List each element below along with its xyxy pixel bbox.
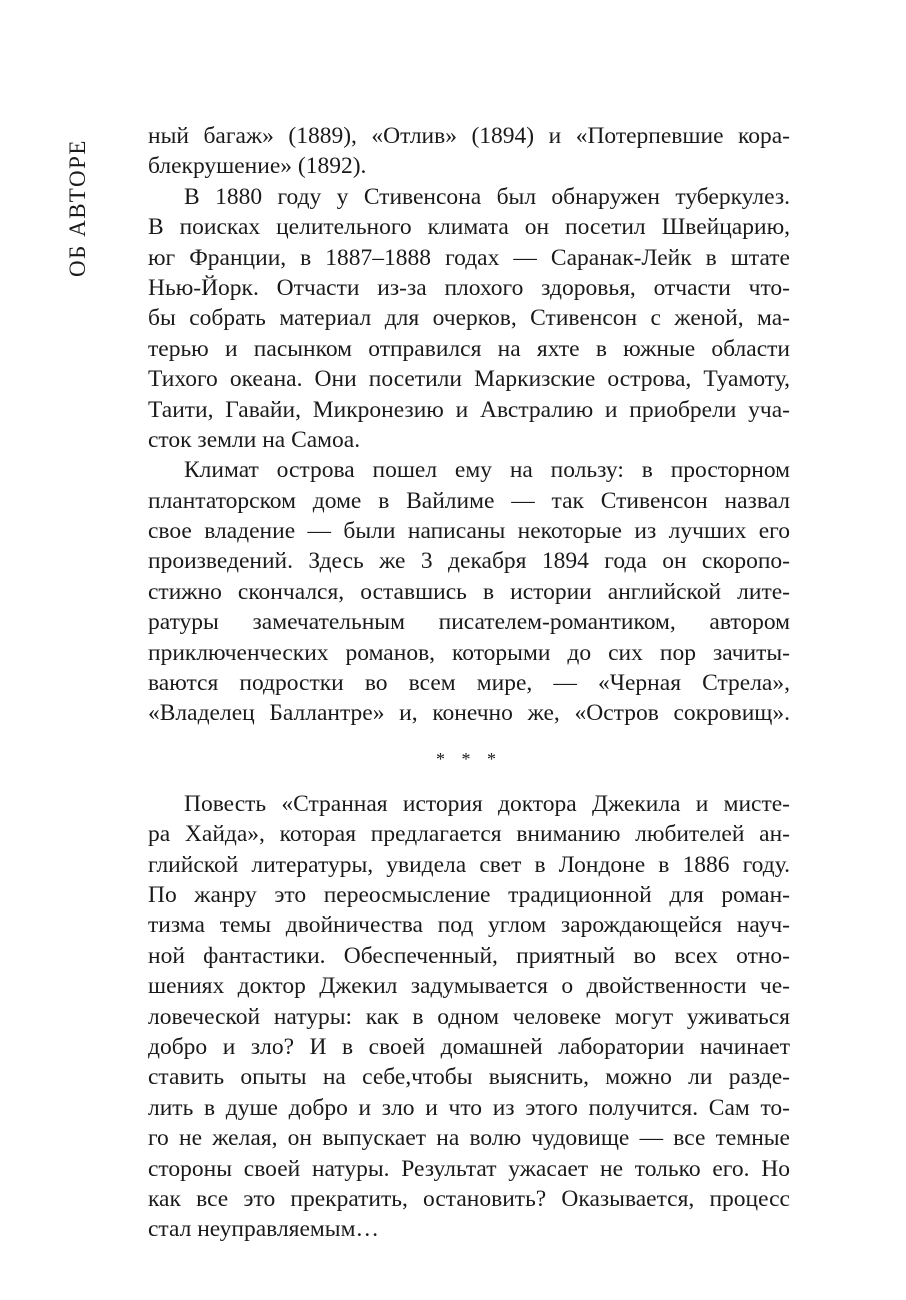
text-line: ра Хайда», которая предлагается вниманию любителей ан- [148,821,790,848]
text-line: ратуры замечательным писателем-романтиком, автором [148,609,790,636]
text-line: терью и пасынком отправился на яхте в южные области [148,335,790,362]
text-line: юг Франции, в 1887–1888 годах — Саранак-Лейк в штате [148,244,790,271]
text-line: глийской литературы, увидела свет в Лондоне в 1886 году. [148,851,790,878]
text-line: приключенческих романов, которыми до сих пор зачиты- [148,639,790,666]
text-line: стороны своей натуры. Результат ужасает не только его. Но [148,1155,790,1182]
text-line: ный багаж» (1889), «Отлив» (1894) и «Потерпевшие кора- [148,123,790,149]
text-line: стал неуправляемым… [148,1216,379,1243]
text-line: ставить опыты на себе,чтобы выяснить, можно ли разде- [148,1064,790,1091]
text-line: шениях доктор Джекил задумывается о двойственности че- [148,973,790,1000]
text-line: бы собрать материал для очерков, Стивенсон с женой, ма- [148,305,790,332]
running-header-text: ОБ АВТОРЕ [65,139,91,277]
text-line: как все это прекратить, остановить? Оказывается, процесс [148,1185,790,1212]
text-line: Тихого океана. Они посетили Маркизские острова, Туамоту, [148,366,790,393]
text-line: В поисках целительного климата он посетил Швейцарию, [148,214,790,241]
section-separator: * * * [436,748,502,769]
section-running-header [60,126,96,290]
text-line: ной фантастики. Обеспеченный, приятный во всех отно- [148,942,790,969]
text-line: лить в душе добро и зло и что из этого получится. Сам то- [148,1094,790,1121]
text-line: свое владение — были написаны некоторые из лучших его [148,518,790,545]
text-line: В 1880 году у Стивенсона был обнаружен туберкулез. [184,183,790,210]
paragraph-jekyll-hyde [148,789,790,1245]
text-line: Таити, Гавайи, Микронезию и Австралию и приобрели уча- [148,396,790,423]
page-body [148,121,790,1245]
paragraph-samoa-death [148,455,790,729]
text-line: тизма темы двойничества под углом зарождающейся науч- [148,912,790,939]
text-line: сток земли на Самоа. [148,426,361,453]
text-line: ваются подростки во всем мире, — «Черная Стрела», [148,670,790,697]
text-line: «Владелец Баллантре» и, конечно же, «Остров сокровищ». [148,700,790,727]
text-line: добро и зло? И в своей домашней лаборатории начинает [148,1033,790,1060]
text-line: Повесть «Странная история доктора Джекила и мисте- [184,790,790,817]
text-line: блекрушение» (1892). [148,153,367,180]
text-line: По жанру это переосмысление традиционной для роман- [148,881,790,908]
text-line: Климат острова пошел ему на пользу: в просторном [184,457,790,484]
text-line: го не желая, он выпускает на волю чудовище — все темные [148,1125,790,1152]
paragraph-continued-works [148,121,790,182]
text-line: стижно скончался, оставшись в истории английской лите- [148,578,790,605]
text-line: ловеческой натуры: как в одном человеке могут уживаться [148,1003,790,1030]
text-line: произведений. Здесь же 3 декабря 1894 года он скоропо- [148,548,790,575]
text-line: Нью-Йорк. Отчасти из-за плохого здоровья, отчасти что- [148,274,790,301]
paragraph-illness-travels [148,182,790,456]
text-line: плантаторском доме в Вайлиме — так Стивенсон назвал [148,487,790,514]
